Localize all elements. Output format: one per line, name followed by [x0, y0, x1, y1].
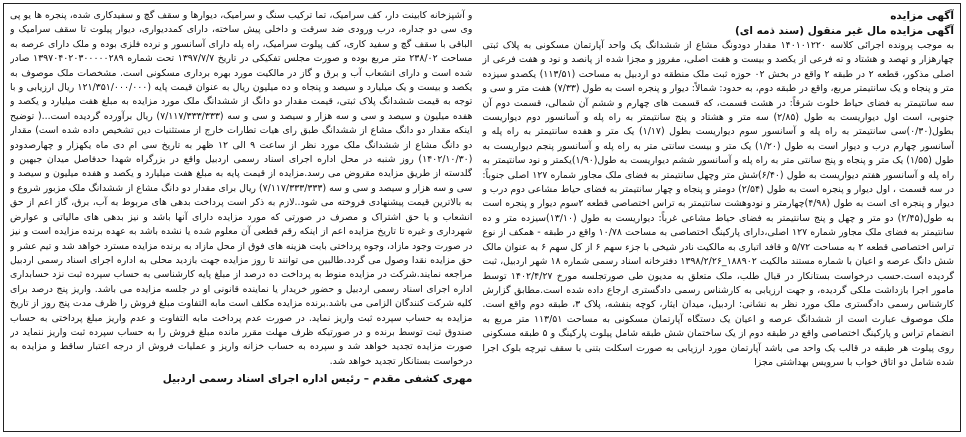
right-column	[482, 9, 954, 426]
signature-line: مهری کشفی مقدم – رئیس اداره اجرای اسناد رسمی اردبیل	[162, 373, 473, 386]
notice-subtitle: آگهی مزایده مال غیر منقول (سند ذمه ای)	[734, 25, 954, 37]
notice-columns	[10, 9, 954, 426]
auction-notice	[3, 3, 961, 432]
left-column-body: و آشپزخانه کابینت دار، کف سرامیک، تما ترکیب سنگ و سرامیک، دیوارها و سقف گچ و سفیدکاری شده، پنجره ها یو پی وی سی دو جداره، درب ورودی ضد سرقت و داخلی پیش ساخته، دارای کمددیواری، دیوار پیلوت تا سقف سرامیک و الباقی با سقف گچ و سفید کاری، کف پیلوت سرامیک، راه پله دارای آسانسور و نرده فلزی بوده و ملک دارای عرصه به مساحت ۲۳۸/۰۲ متر مربع بوده و صورت مجلس تفکیکی در تاریخ ۱۳۹۷/۷/۷ تحت شماره ۱۳۹۷۰۴۰۲۰۳۰۰۰۰۰۲۸۹ صادر شده است و دارای انشعاب آب و برق و گاز در مالکیت مورد بهره برداری مسکونی است. مشخصات ملک موصوف به یکصد و بیست و یک میلیارد و سیصد و پنجاه و ده میلیون ریال به عنوان قیمت پایه (۱۲۱/۳۵۱/۰۰۰/۰۰۰ ریال ارزیابی و با توجه به قیمت ششدانگ پلاک ثبتی، قیمت مقدار دو دانگ از ششدانگ ملک مورد مزایده به مبلغ هفت میلیارد و یکصد و هفده میلیون و سیصد و سی و سه هزار و سیصد و سی و سه (۷/۱۱۷/۳۳۳/۳۳۳) ریال برآورده گردیده است...( توضیح اینکه مقدار دو دانگ مشاع از ششدانگ طبق رای هیات تطارات خارج از مستثنیات دین تشخیص داده شده است) مقدار دو دانگ مشاع از ششدانگ ملک مورد نظر از ساعت ۹ الی ۱۲ ظهر به تاریخ سی ام دی ماه یکهزار و چهارصدودو (۱۴۰۲/۱۰/۳۰) روز شنبه در محل اداره اجرای اسناد رسمی اردبیل واقع در بزرگراه شهدا حدفاصل میدان جبهین و گلدسته از طریق مزایده مقروض می رسد.مزایده از قیمت پایه به مبلغ هفت میلیارد و یکصد و هفده میلیون و سیصد و سی و سه هزار و سیصد و سی و سه (۷/۱۱۷/۳۳۳/۳۳۳) ریال برای مقدار دو دانگ مشاع از ششدانگ ملک مزبور شروع و به بالاترین قیمت پیشنهادی فروخته می شود..لازم به ذکر است پرداخت بدهی های مربوط به آب، برق، گاز اعم از حق انشعاب و یا حق اشتراک و مصرف در صورتی که مورد مزایده دارای آنها باشد و نیز بدهی های مالیاتی و عوارض شهرداری و غیره تا تاریخ مزایده اعم از اینکه رقم قطعی آن معلوم شده یا نشده باشد به عهده برنده مزایده است و نیز در صورت وجود مازاد، وجوه پرداختی بابت هزینه های فوق از محل مازاد به برنده مزایده مسترد خواهد شد و تیم عشر و حق مزایده نقدا وصول می گردد.طالبین می توانند تا روز مزایده جهت بازدید محلی به اداره اجرای اسناد رسمی اردبیل مراجعه نمایند.شرکت در مزایده منوط به پرداخت ده درصد از مبلغ پایه کارشناسی به حساب سپرده ثبت نزد حسابداری اداره اجرای اسناد رسمی اردبیل و حضور خریدار یا نماینده قانونی او در جلسه مزایده می باشد. واریز پنج درصد برای کلیه شرکت کنندگان الزامی می باشد.برنده مزایده مکلف است مابه التفاوت مبلغ فروش را ظرف مدت پنج روز از تاریخ مزایده به حساب سپرده ثبت واریز نماید. در صورت عدم پرداخت مابه التفاوت و عدم واریز مبلغ پرداختی به حساب صندوق ثبت توسط برنده و در صورتیکه ظرف مهلت مقرر مانده مبلغ فروش را به حساب سپرده ثبت واریز ننماید در صورت مزایده تجدید خواهد شد و سپرده به حساب خزانه واریز و عملیات فروش از درجه اعتبار ساقط و مزایده به درخواست بستانکار تجدید خواهد شد.	[10, 10, 473, 367]
left-column	[10, 9, 472, 426]
right-column-body: به موجب پرونده اجرائی کلاسه ۱۴۰۱۰۱۲۲۰ مقدار دودونگ مشاع از ششدانگ یک واحد آپارتمان مسکونی به پلاک ثبتی چهارهزار و تهصد و هشتاد و ته فرعی از یکصد و بیست و هفت اصلی، مفروز و مجزا شده از پانصد و نود و هفت فرعی از اصلی مذکور، قطعه ۲ در طبقه ۲ واقع در بخش ۰۲ حوزه ثبت ملک منطقه دو اردبیل به مساحت (۱۱۳/۵۱) یکصدو سیزده متر و پنجاه و یک سانتیمتر مربع، واقع در طبقه دوم، به حدود: شمالاً: دیوار و پنجره است به طول (۷/۳۳) هفت متر و سی و سه سانتیمتر به فضای حیاط خلوت شرقاً: در هشت قسمت، که قسمت های چهارم و ششم آن شمالی، قسمت دوم آن جنوبی، است اول دیواریست به طول (۲/۸۵) سه متر و هشتاد و پنج سانتیمتر به راه پله و آسانسور دوم دیواریست بطول(۰/۳۰)سی سانتیمتر به راه پله و آسانسور سوم دیواریست بطول (۱/۱۷) یک متر و هفده سانتیمتر به راه پله و آسانسور چهارم درب و دیوار است به طول (۱/۲۰) یک متر و بیست سانتی متر به راه پله و آسانسور پنجم دیواریست به طول (۱/۵۵) یک متر و پنجاه و پنج سانتی متر به راه پله و آسانسور ششم دیواریست به طول(۱/۹۰)یکمتر و نود سانتیمتر به راه پله و آسانسور هفتم دیواریست به طول (۶/۴۰)شش متر وچهل سانتیمتر به فضای ملک مجاور شماره ۱۲۷ اصلی جنوباً: در سه قسمت ، اول دیوار و پنجره است به طول (۲/۵۴) دومتر و پنجاه و چهار سانتیمتر به فضای حیاط مشاعی دوم درب و دیوار و پنجره ای است به طول (۴/۹۸)چهارمتر و نودوهشت سانتیمتر به تراس اختصاصی قطعه ۲سوم دیوار و پنجره است به طول(۲/۴۵) دو متر و چهل و پنج سانتیمتر به فضای حیاط مشاعی غرباً: دیواریست به طول (۱۳/۱۰)سیزده متر و ده سانتیمتر به فضای ملک مجاور شماره ۱۲۷ اصلی،دارای پارکینگ اختصاصی به مساحت ۱۰/۷۸ واقع در طبقه - همکف از نوع تراس اختصاصی قطعه ۲ به مساحت ۵/۷۲ و قافد اتباری به مالکیت نادر شیخی با جزء سهم ۶ از کل سهم ۶ به عنوان مالک شش دانگ عرصه و اعیان با شماره مستند مالکیت ۱۸۸۹۰۲_۱۳۹۸/۲/۲۶ دفترخانه اسناد رسمی شماره ۱۸ شهر اردبیل، ثبت گردیده است.حسب درخواست بستانکار در قبال طلب، ملک متعلق به مدیون طی صورتجلسه مورخ ۱۴۰۲/۴/۲۷ توسط مامور اجرا بازداشت ملکی گردیده، و جهت ارزیابی به کارشناس رسمی دادگستری ارجاع داده شده است.مطابق گزارش کارشناس رسمی دادگستری ملک مورد نظر به نشانی: اردبیل، میدان ایثار، کوچه بنفشه، پلاک ۳، طبقه دوم واقع است. ملک موصوف عبارت است از ششدانگ عرصه و اعیان یک دستگاه آپارتمان مسکونی به مساحت ۱۱۳/۵۱ متر مربع به انضمام تراس و پارکینگ اختصاصی واقع در طبقه دوم از یک ساختمان شش طبقه شامل پیلوت پارکینگ و ۵ طبقه مسکونی روی پیلوت هر طبقه در قالب یک واحد می باشد آپارتمان مورد ارزیابی به صورت اسکلت بتنی با سقف تیرچه بلوک اجرا شده شامل دو اتاق خواب با سرویس بهداشتی مجزا	[482, 40, 954, 368]
notice-title: آگهی مزایده	[890, 10, 954, 22]
